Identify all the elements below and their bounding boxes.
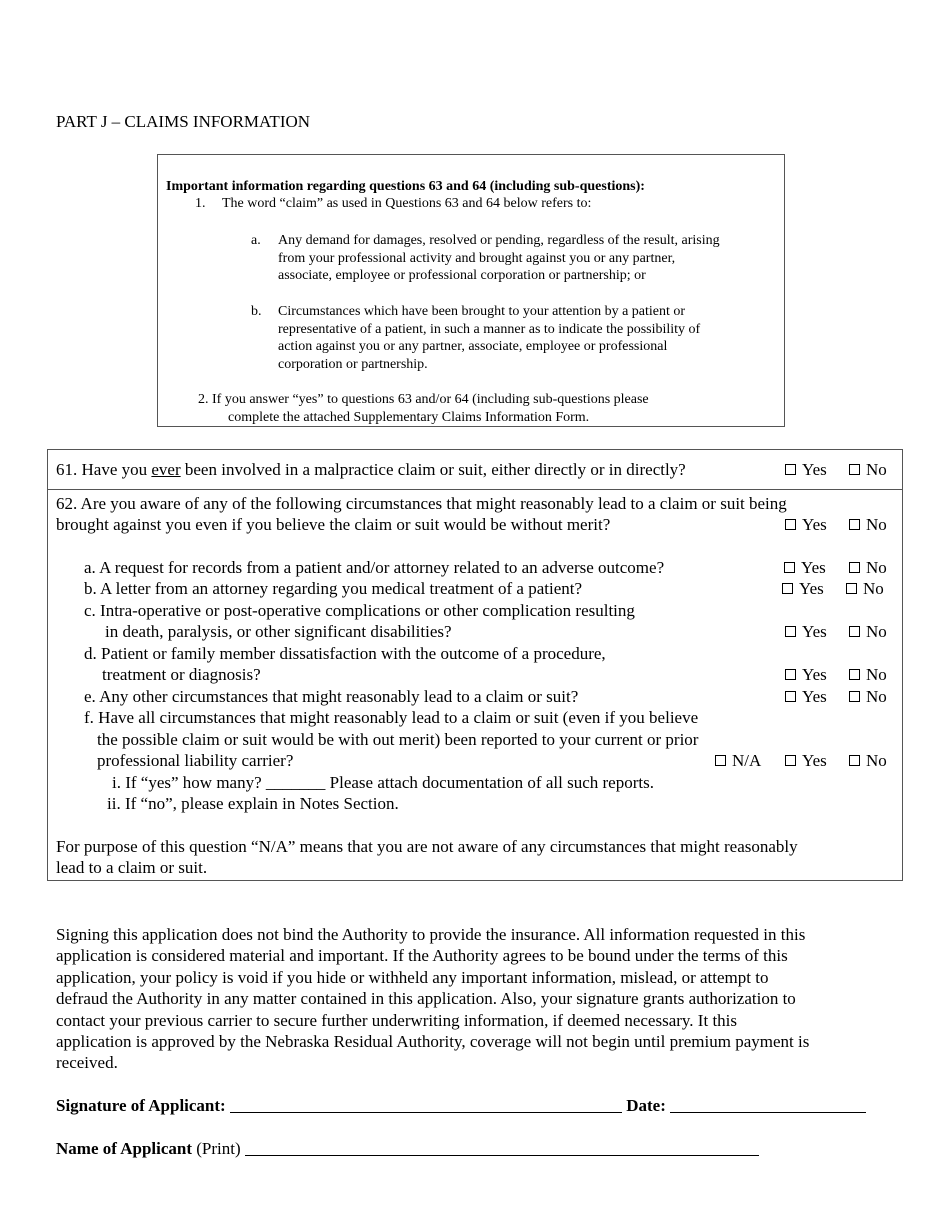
checkbox-icon [849, 562, 860, 573]
checkbox-icon [785, 691, 796, 702]
item-b-line: corporation or partnership. [278, 356, 428, 372]
checkbox-icon [849, 669, 860, 680]
q62f-sub-ii: ii. If “no”, please explain in Notes Section. [107, 794, 399, 813]
na-note: lead to a claim or suit. [56, 858, 208, 877]
checkbox-icon [785, 626, 796, 637]
q62f-text: professional liability carrier? [97, 751, 294, 770]
item-a-line: from your professional activity and brought against you or any partner, [278, 250, 676, 266]
q62b-text: b. A letter from an attorney regarding you medical treatment of a patient? [84, 579, 583, 598]
checkbox-icon [784, 562, 795, 573]
checkbox-icon [785, 755, 796, 766]
q62e-yes-checkbox[interactable]: Yes [785, 686, 827, 707]
q62c-no-checkbox[interactable]: No [849, 621, 887, 642]
q62d-text: d. Patient or family member dissatisfaction with the outcome of a procedure, [84, 644, 606, 663]
date-label: Date: [626, 1096, 666, 1115]
q62-no-checkbox[interactable]: No [849, 514, 887, 535]
q62f-yes-checkbox[interactable]: Yes [785, 750, 827, 771]
checkbox-icon [785, 669, 796, 680]
name-field[interactable] [245, 1139, 759, 1156]
item1-text: The word “claim” as used in Questions 63 and 64 below refers to: [222, 196, 592, 211]
q62d-text: treatment or diagnosis? [102, 665, 261, 684]
questions-box [47, 449, 903, 881]
q62f-text: f. Have all circumstances that might reasonably lead to a claim or suit (even if you believe [84, 708, 699, 727]
question-62-line: brought against you even if you believe the claim or suit would be without merit? [56, 515, 611, 534]
q62a-no-checkbox[interactable]: No [849, 557, 887, 578]
item-a-label: a. [251, 233, 261, 248]
section-title: PART J – CLAIMS INFORMATION [56, 112, 311, 131]
q62f-no-checkbox[interactable]: No [849, 750, 887, 771]
disclaimer-line: contact your previous carrier to secure further underwriting information, if deemed necessary. It this [56, 1010, 738, 1030]
item2-line: 2. If you answer “yes” to questions 63 and/or 64 (including sub-questions please [198, 392, 649, 407]
q62f-text: the possible claim or suit would be with out merit) been reported to your current or prior [97, 730, 699, 749]
q62a-yes-checkbox[interactable]: Yes [784, 557, 826, 578]
item1-number: 1. [195, 196, 206, 211]
disclaimer-line: received. [56, 1053, 118, 1073]
q62-yes-checkbox[interactable]: Yes [785, 514, 827, 535]
na-note: For purpose of this question “N/A” means that you are not aware of any circumstances that might reasonably [56, 837, 798, 856]
q62e-no-checkbox[interactable]: No [849, 686, 887, 707]
checkbox-icon [849, 755, 860, 766]
disclaimer-line: Signing this application does not bind the Authority to provide the insurance. All information requested in this [56, 925, 806, 944]
signature-field[interactable] [230, 1096, 622, 1113]
checkbox-icon [849, 626, 860, 637]
q61-no-checkbox[interactable]: No [849, 459, 887, 480]
disclaimer-line: application is approved by the Nebraska Residual Authority, coverage will not begin until premium payment is [56, 1032, 810, 1052]
checkbox-icon [715, 755, 726, 766]
checkbox-icon [785, 519, 796, 530]
checkbox-icon [782, 583, 793, 594]
date-field[interactable] [670, 1096, 866, 1113]
item-a-line: associate, employee or professional corporation or partnership; or [278, 268, 646, 283]
q62f-na-checkbox[interactable]: N/A [715, 750, 761, 771]
item-b-label: b. [251, 304, 262, 319]
item2-line: complete the attached Supplementary Claims Information Form. [228, 410, 590, 425]
checkbox-icon [849, 691, 860, 702]
info-heading: Important information regarding questions 63 and 64 (including sub-questions): [166, 179, 645, 194]
q62e-text: e. Any other circumstances that might reasonably lead to a claim or suit? [84, 687, 579, 706]
name-print-note: (Print) [196, 1139, 241, 1158]
claims-info-box [157, 154, 785, 427]
disclaimer-line: application, your policy is void if you hide or withheld any important information, mislead, or attempt to [56, 967, 769, 987]
q62f-sub-i: i. If “yes” how many? _______ Please attach documentation of all such reports. [112, 773, 654, 792]
name-label: Name of Applicant [56, 1139, 192, 1158]
disclaimer-line: defraud the Authority in any matter contained in this application. Also, your signature grants authorization to [56, 989, 796, 1009]
q62c-text: in death, paralysis, or other significant disabilities? [105, 622, 452, 641]
divider [48, 489, 902, 490]
checkbox-icon [846, 583, 857, 594]
signature-row [56, 1096, 866, 1116]
q62c-text: c. Intra-operative or post-operative complications or other complication resulting [84, 601, 635, 620]
q62c-yes-checkbox[interactable]: Yes [785, 621, 827, 642]
signature-label: Signature of Applicant: [56, 1096, 226, 1115]
item-b-line: Circumstances which have been brought to your attention by a patient or [278, 304, 686, 319]
checkbox-icon [849, 519, 860, 530]
item-b-line: action against you or any partner, associate, employee or professional [278, 339, 668, 354]
q61-yes-checkbox[interactable]: Yes [785, 459, 827, 480]
item-a-line: Any demand for damages, resolved or pending, regardless of the result, arising [278, 233, 720, 248]
q62d-yes-checkbox[interactable]: Yes [785, 664, 827, 685]
q62a-text: a. A request for records from a patient and/or attorney related to an adverse outcome? [84, 558, 665, 577]
q62b-yes-checkbox[interactable]: Yes [782, 578, 824, 599]
name-row [56, 1139, 759, 1159]
question-62-line: 62. Are you aware of any of the following circumstances that might reasonably lead to a claim or suit being [56, 494, 787, 513]
item-b-line: representative of a patient, in such a manner as to indicate the possibility of [278, 321, 701, 337]
checkbox-icon [785, 464, 796, 475]
disclaimer-paragraph [56, 924, 896, 1074]
checkbox-icon [849, 464, 860, 475]
q62b-no-checkbox[interactable]: No [846, 578, 884, 599]
q62d-no-checkbox[interactable]: No [849, 664, 887, 685]
disclaimer-line: application is considered material and important. If the Authority agrees to be bound under the terms of this [56, 946, 788, 966]
question-61: 61. Have you ever been involved in a malpractice claim or suit, either directly or in directly? [56, 460, 686, 479]
